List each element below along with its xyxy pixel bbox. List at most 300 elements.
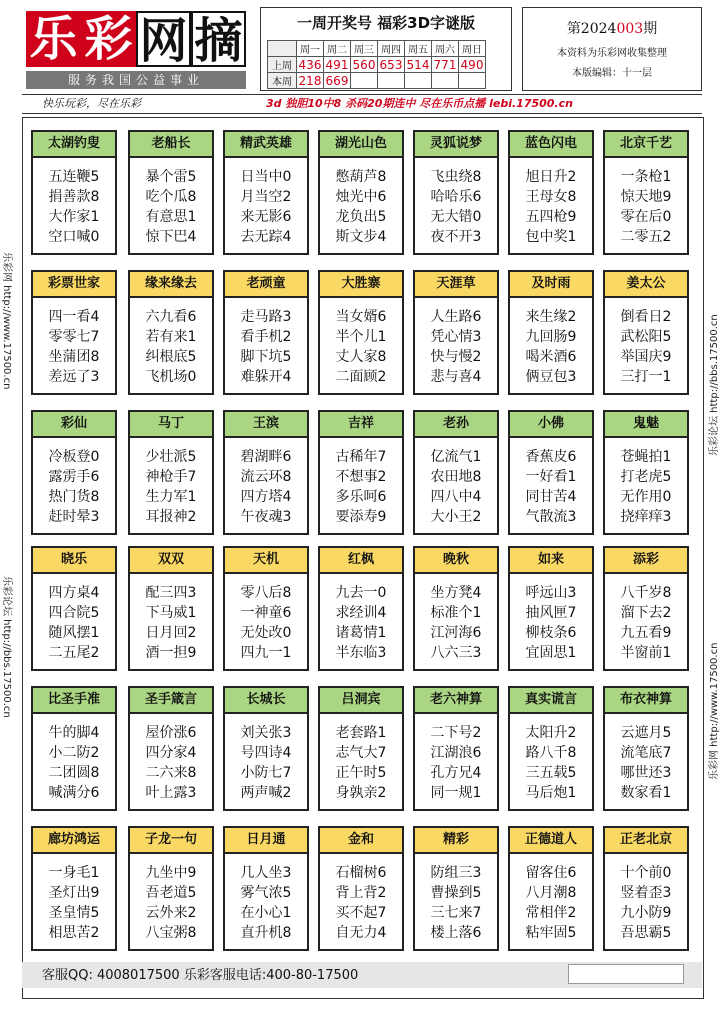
riddle-line: 倒看日2 [620,309,672,325]
riddle-line: 标准个1 [430,605,482,621]
cell-body [320,714,402,803]
riddle-line: 耳报神2 [145,509,197,525]
riddle-line: 配三四3 [145,585,197,601]
riddle-line: 太阳升2 [525,725,577,741]
cell-body [33,854,115,943]
riddle-line: 自无力4 [335,925,387,941]
riddle-line: 看手机2 [240,329,292,345]
row-label: 上周 [268,57,297,73]
draw-number: 436 [297,57,324,73]
riddle-line: 在小心1 [240,905,292,921]
riddle-line: 赶时晕3 [48,509,100,525]
riddle-line: 九去一0 [335,585,387,601]
cell-body [415,714,497,803]
side-text-left-bottom: 乐彩论坛 http://bbs.17500.cn [1,576,12,718]
riddle-line: 溜下去2 [620,605,672,621]
cell-title: 天机 [225,548,307,574]
riddle-cell [413,130,499,255]
riddle-line: 多乐呵6 [335,489,387,505]
riddle-cell [508,130,594,255]
riddle-line: 俩豆包3 [525,369,577,385]
riddle-line: 一好看1 [525,469,577,485]
day-header: 周六 [432,41,459,57]
cell-body [33,714,115,803]
riddle-line: 几人坐3 [240,865,292,881]
riddle-line: 四方塔4 [240,489,292,505]
riddle-cell [318,686,404,811]
cell-body [510,854,592,943]
draw-number [432,73,459,89]
riddle-line: 暴个雷5 [145,169,197,185]
cell-body [605,574,687,663]
riddle-line: 人生路6 [430,309,482,325]
riddle-line: 走马路3 [240,309,292,325]
customer-service: 客服QQ: 4008017500 乐彩客服电话:400-80-17500 [42,968,359,983]
riddle-line: 常相伴2 [525,905,577,921]
riddle-cell [128,270,214,395]
riddle-line: 三七来7 [430,905,482,921]
cell-body [225,854,307,943]
riddle-line: 快与慢2 [430,349,482,365]
riddle-line: 生力军1 [145,489,197,505]
draw-number: 491 [324,57,351,73]
cell-title: 添彩 [605,548,687,574]
riddle-line: 四九一1 [240,645,292,661]
footer-box [568,964,684,984]
riddle-line: 五连鞭5 [48,169,100,185]
riddle-line: 同一规1 [430,785,482,801]
riddle-cell [223,826,309,951]
riddle-line: 数家看1 [620,785,672,801]
riddle-line: 同甘苦4 [525,489,577,505]
riddle-line: 去无踪4 [240,229,292,245]
riddle-line: 哪世还3 [620,765,672,781]
riddle-line: 露雳手6 [48,469,100,485]
draw-number: 218 [297,73,324,89]
cell-title: 王滨 [225,412,307,438]
riddle-line: 求经训4 [335,605,387,621]
logo-char: 网 [136,11,191,67]
table-row [268,57,486,73]
riddle-line: 五四枪9 [525,209,577,225]
riddle-line: 悲与喜4 [430,369,482,385]
cell-body [225,714,307,803]
riddle-line: 丈人家8 [335,349,387,365]
riddle-line: 吾思霸5 [620,925,672,941]
riddle-line: 曹操到5 [430,885,482,901]
riddle-line: 打老虎5 [620,469,672,485]
day-header: 周三 [351,41,378,57]
riddle-line: 二团圆8 [48,765,100,781]
riddle-line: 背上背2 [335,885,387,901]
cell-title: 吕洞宾 [320,688,402,714]
riddle-line: 纠根底5 [145,349,197,365]
cell-body [320,574,402,663]
cell-title: 小佛 [510,412,592,438]
cell-body [415,298,497,387]
riddle-line: 零八后8 [240,585,292,601]
cell-title: 彩仙 [33,412,115,438]
riddle-line: 捐善款8 [48,189,100,205]
draw-number: 560 [351,57,378,73]
draw-number: 653 [378,57,405,73]
cell-body [225,438,307,527]
cell-body [320,158,402,247]
table-row [268,73,486,89]
riddle-line: 四八中4 [430,489,482,505]
riddle-line: 三五载5 [525,765,577,781]
riddle-line: 九小防9 [620,905,672,921]
cell-title: 正德道人 [510,828,592,854]
riddle-line: 坐方凳4 [430,585,482,601]
cell-title: 精彩 [415,828,497,854]
cell-body [605,158,687,247]
riddle-line: 惊天地9 [620,189,672,205]
riddle-line: 月当空2 [240,189,292,205]
riddle-line: 小二防2 [48,745,100,761]
riddle-cell [508,686,594,811]
draw-number: 669 [324,73,351,89]
riddle-line: 号四诗4 [240,745,292,761]
cell-title: 及时雨 [510,272,592,298]
riddle-line: 一神童6 [240,605,292,621]
riddle-cell [31,270,117,395]
riddle-line: 云外来2 [145,905,197,921]
riddle-line: 身孰亲2 [335,785,387,801]
cell-title: 廊坊鸿运 [33,828,115,854]
riddle-line: 斯文步4 [335,229,387,245]
cell-body [510,438,592,527]
cell-body [130,574,212,663]
riddle-line: 孔方兄4 [430,765,482,781]
riddle-line: 粘牢固5 [525,925,577,941]
cell-title: 老船长 [130,132,212,158]
cell-body [130,714,212,803]
cell-body [415,438,497,527]
riddle-line: 热门货8 [48,489,100,505]
cell-body [510,714,592,803]
riddle-line: 包中奖1 [525,229,577,245]
logo-char: 摘 [191,11,246,67]
riddle-line: 志气大7 [335,745,387,761]
riddle-line: 九五看9 [620,625,672,641]
draw-results-box [260,7,512,91]
riddle-line: 呼远山3 [525,585,577,601]
table-header-row [268,41,486,57]
cell-body [130,854,212,943]
riddle-line: 二面顾2 [335,369,387,385]
cell-body [415,854,497,943]
riddle-line: 防组三3 [430,865,482,881]
draw-number [378,73,405,89]
riddle-line: 四合院5 [48,605,100,621]
riddle-line: 抽风匣7 [525,605,577,621]
riddle-line: 冷板登0 [48,449,100,465]
cell-body [510,574,592,663]
draw-number [351,73,378,89]
riddle-line: 少壮派5 [145,449,197,465]
riddle-cell [413,826,499,951]
riddle-line: 半个儿1 [335,329,387,345]
riddle-line: 老套路1 [335,725,387,741]
riddle-line: 十个前0 [620,865,672,881]
cell-title: 北京千艺 [605,132,687,158]
riddle-line: 挠痒痒3 [620,509,672,525]
cell-title: 姜太公 [605,272,687,298]
draw-number: 514 [405,57,432,73]
riddle-cell [413,546,499,671]
riddle-cell [318,410,404,535]
riddle-cell [508,546,594,671]
riddle-line: 正午时5 [335,765,387,781]
cell-title: 缘来缘去 [130,272,212,298]
cell-body [320,854,402,943]
riddle-line: 半窗前1 [620,645,672,661]
cell-body [605,438,687,527]
cell-title: 老孙 [415,412,497,438]
riddle-line: 烛光中6 [335,189,387,205]
riddle-cell [508,270,594,395]
cell-title: 晚秋 [415,548,497,574]
riddle-line: 喊满分6 [48,785,100,801]
cell-title: 如来 [510,548,592,574]
riddle-line: 九回肠9 [525,329,577,345]
cell-title: 太湖钓叟 [33,132,115,158]
riddle-cell [223,546,309,671]
riddle-line: 夜不开3 [430,229,482,245]
riddle-line: 吾老道5 [145,885,197,901]
cell-title: 灵狐说梦 [415,132,497,158]
cell-body [605,854,687,943]
cell-title: 圣手箴言 [130,688,212,714]
cell-title: 真实谎言 [510,688,592,714]
cell-title: 湖光山色 [320,132,402,158]
riddle-cell [128,546,214,671]
riddle-line: 举国庆9 [620,349,672,365]
riddle-line: 吃个瓜8 [145,189,197,205]
riddle-line: 流云环8 [240,469,292,485]
riddle-line: 小防七7 [240,765,292,781]
issue-box [522,7,702,91]
riddle-line: 二六来8 [145,765,197,781]
riddle-line: 脚下坑5 [240,349,292,365]
cell-body [320,438,402,527]
riddle-line: 有意思1 [145,209,197,225]
riddle-line: 无大错0 [430,209,482,225]
riddle-cell [31,826,117,951]
cell-body [130,438,212,527]
riddle-line: 楼上落6 [430,925,482,941]
riddle-line: 来生缘2 [525,309,577,325]
riddle-cell [31,686,117,811]
day-header: 周五 [405,41,432,57]
cell-title: 比圣手准 [33,688,115,714]
cell-title: 彩票世家 [33,272,115,298]
riddle-line: 零零七7 [48,329,100,345]
riddle-cell [603,130,689,255]
riddle-line: 亿流气1 [430,449,482,465]
riddle-cell [508,410,594,535]
riddle-cell [128,826,214,951]
side-text-left-top: 乐彩网 http://www.17500.cn [1,252,12,390]
cell-body [33,158,115,247]
riddle-line: 雾气浓5 [240,885,292,901]
riddle-cell [318,546,404,671]
riddle-grid [22,117,704,999]
riddle-line: 日月回2 [145,625,197,641]
cell-body [605,298,687,387]
cell-title: 布衣神算 [605,688,687,714]
tagline: 快乐玩彩，尽在乐彩 [42,97,141,110]
cell-body [415,158,497,247]
cell-title: 长城长 [225,688,307,714]
riddle-line: 飞机场0 [145,369,197,385]
riddle-line: 一身毛1 [48,865,100,881]
day-header: 周一 [297,41,324,57]
issue-note: 本资料为乐彩网收集整理 [557,48,667,59]
riddle-cell [603,686,689,811]
riddle-line: 苍蝇拍1 [620,449,672,465]
riddle-line: 八六三3 [430,645,482,661]
riddle-line: 直升机8 [240,925,292,941]
riddle-cell [413,686,499,811]
riddle-line: 竖着歪3 [620,885,672,901]
riddle-line: 碧湖畔6 [240,449,292,465]
cell-title: 大胜寨 [320,272,402,298]
riddle-line: 农田地8 [430,469,482,485]
riddle-line: 凭心情3 [430,329,482,345]
riddle-line: 江湖浪6 [430,745,482,761]
day-header: 周日 [459,41,486,57]
cell-body [225,158,307,247]
riddle-line: 下马威1 [145,605,197,621]
side-text-right-bottom: 乐彩网 http://www.17500.cn [709,642,720,780]
riddle-cell [508,826,594,951]
riddle-cell [223,270,309,395]
riddle-line: 八月潮8 [525,885,577,901]
riddle-line: 大作家1 [48,209,100,225]
riddle-line: 圣皇情5 [48,905,100,921]
draw-number: 771 [432,57,459,73]
riddle-line: 当女婿6 [335,309,387,325]
riddle-line: 日当中0 [240,169,292,185]
riddle-line: 飞虫绕8 [430,169,482,185]
riddle-line: 叶上露3 [145,785,197,801]
cell-body [33,574,115,663]
draw-number [459,73,486,89]
cell-title: 精武英雄 [225,132,307,158]
riddle-cell [413,270,499,395]
cell-title: 鬼魅 [605,412,687,438]
riddle-line: 午夜魂3 [240,509,292,525]
riddle-line: 相思苦2 [48,925,100,941]
cell-body [33,438,115,527]
riddle-line: 流笔底7 [620,745,672,761]
riddle-line: 二五尾2 [48,645,100,661]
riddle-line: 一条枪1 [620,169,672,185]
riddle-cell [128,130,214,255]
riddle-line: 差远了3 [48,369,100,385]
day-header: 周四 [378,41,405,57]
riddle-cell [31,546,117,671]
cell-title: 老顽童 [225,272,307,298]
cell-title: 子龙一句 [130,828,212,854]
riddle-line: 四方桌4 [48,585,100,601]
riddle-line: 刘关张3 [240,725,292,741]
riddle-line: 哈哈乐6 [430,189,482,205]
cell-body [130,298,212,387]
cell-body [510,158,592,247]
cell-title: 马丁 [130,412,212,438]
logo-char: 彩 [81,11,136,67]
riddle-cell [223,686,309,811]
riddle-line: 大小王2 [430,509,482,525]
page-title: 一周开奖号 福彩3D字谜版 [296,14,476,32]
header [22,5,702,91]
cell-body [130,158,212,247]
riddle-line: 零在后0 [620,209,672,225]
riddle-line: 马后炮1 [525,785,577,801]
riddle-line: 二零五2 [620,229,672,245]
side-text-right-top: 乐彩论坛 http://bbs.17500.cn [709,314,720,456]
riddle-cell [603,826,689,951]
riddle-line: 半东临3 [335,645,387,661]
issue-editor: 本版编辑：十一层 [572,68,652,79]
weekly-draw-table [267,40,486,89]
cell-title: 天涯草 [415,272,497,298]
riddle-cell [31,410,117,535]
logo [26,11,246,67]
riddle-line: 云遮月5 [620,725,672,741]
riddle-line: 随风摆1 [48,625,100,641]
riddle-line: 诸葛情1 [335,625,387,641]
cell-title: 吉祥 [320,412,402,438]
riddle-cell [128,686,214,811]
riddle-cell [318,826,404,951]
issue-number: 第2024003期 [566,21,658,37]
riddle-cell [603,546,689,671]
riddle-line: 若有来1 [145,329,197,345]
riddle-line: 惊下巴4 [145,229,197,245]
riddle-line: 二下号2 [430,725,482,741]
riddle-line: 石榴树6 [335,865,387,881]
riddle-cell [603,410,689,535]
riddle-line: 路八千8 [525,745,577,761]
riddle-line: 香蕉皮6 [525,449,577,465]
cell-title: 正老北京 [605,828,687,854]
riddle-line: 武松阳5 [620,329,672,345]
riddle-cell [31,130,117,255]
promo-text: 3d 独胆10中8 杀码20期连中 尽在乐币点播 lebi.17500.cn [266,97,573,110]
riddle-line: 四一看4 [48,309,100,325]
logo-box [22,5,252,91]
riddle-line: 三打一1 [620,369,672,385]
draw-number [405,73,432,89]
footer [22,962,702,988]
riddle-cell [223,130,309,255]
riddle-line: 空口喊0 [48,229,100,245]
riddle-line: 屋价涨6 [145,725,197,741]
riddle-line: 神枪手7 [145,469,197,485]
riddle-line: 喝米酒6 [525,349,577,365]
riddle-line: 八千岁8 [620,585,672,601]
riddle-line: 六九看6 [145,309,197,325]
riddle-line: 无处改0 [240,625,292,641]
cell-body [320,298,402,387]
slogan: 服务我国公益事业 [26,71,246,89]
logo-char: 乐 [26,11,81,67]
riddle-cell [318,270,404,395]
